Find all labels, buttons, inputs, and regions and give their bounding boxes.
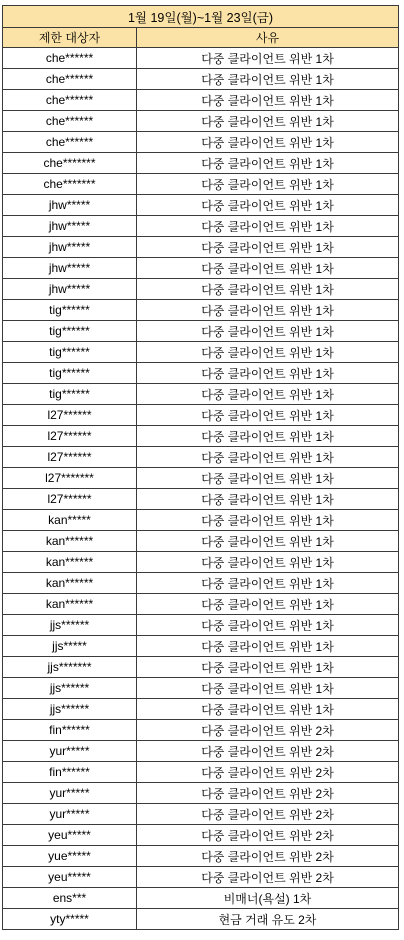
table-row — [3, 636, 399, 657]
reason-cell: 다중 클라이언트 위반 1차 — [137, 573, 399, 594]
column-header-target: 제한 대상자 — [3, 28, 137, 48]
restricted-user-cell: yeu***** — [3, 825, 137, 846]
table-row — [3, 720, 399, 741]
restricted-user-cell: yur***** — [3, 783, 137, 804]
reason-cell: 비매너(욕설) 1차 — [137, 888, 399, 909]
table-row — [3, 699, 399, 720]
restricted-user-cell: ens*** — [3, 888, 137, 909]
reason-cell: 다중 클라이언트 위반 1차 — [137, 258, 399, 279]
table-row — [3, 678, 399, 699]
restricted-user-cell: yty***** — [3, 909, 137, 930]
table-row — [3, 90, 399, 111]
reason-cell: 다중 클라이언트 위반 1차 — [137, 468, 399, 489]
table-row — [3, 615, 399, 636]
reason-cell: 다중 클라이언트 위반 1차 — [137, 342, 399, 363]
table-row — [3, 426, 399, 447]
restricted-user-cell: kan****** — [3, 531, 137, 552]
table-row — [3, 132, 399, 153]
restricted-user-cell: jjs******* — [3, 657, 137, 678]
table-row — [3, 237, 399, 258]
table-row — [3, 363, 399, 384]
restricted-user-cell: che****** — [3, 48, 137, 69]
reason-cell: 다중 클라이언트 위반 1차 — [137, 678, 399, 699]
restricted-user-cell: jhw***** — [3, 258, 137, 279]
table-row — [3, 657, 399, 678]
table-row — [3, 174, 399, 195]
restricted-user-cell: kan***** — [3, 510, 137, 531]
reason-cell: 다중 클라이언트 위반 1차 — [137, 90, 399, 111]
table-row — [3, 594, 399, 615]
table-row — [3, 783, 399, 804]
reason-cell: 다중 클라이언트 위반 1차 — [137, 48, 399, 69]
table-row — [3, 258, 399, 279]
restricted-user-cell: che****** — [3, 69, 137, 90]
reason-cell: 다중 클라이언트 위반 2차 — [137, 867, 399, 888]
restricted-user-cell: jjs****** — [3, 678, 137, 699]
table-row — [3, 321, 399, 342]
table-row — [3, 69, 399, 90]
table-row — [3, 804, 399, 825]
restricted-user-cell: jhw***** — [3, 195, 137, 216]
table-row — [3, 867, 399, 888]
reason-cell: 다중 클라이언트 위반 1차 — [137, 657, 399, 678]
reason-cell: 다중 클라이언트 위반 1차 — [137, 132, 399, 153]
table-row — [3, 909, 399, 930]
reason-cell: 다중 클라이언트 위반 1차 — [137, 489, 399, 510]
table-row — [3, 552, 399, 573]
restricted-user-cell: fin****** — [3, 762, 137, 783]
reason-cell: 다중 클라이언트 위반 1차 — [137, 300, 399, 321]
restricted-user-cell: jjs***** — [3, 636, 137, 657]
reason-cell: 다중 클라이언트 위반 1차 — [137, 363, 399, 384]
title-row — [3, 6, 399, 28]
table-row — [3, 510, 399, 531]
date-range-title: 1월 19일(월)~1월 23일(금) — [3, 6, 399, 28]
restricted-user-cell: tig****** — [3, 384, 137, 405]
reason-cell: 다중 클라이언트 위반 1차 — [137, 321, 399, 342]
table-row — [3, 489, 399, 510]
table-row — [3, 825, 399, 846]
table-row — [3, 531, 399, 552]
table-row — [3, 405, 399, 426]
reason-cell: 다중 클라이언트 위반 1차 — [137, 237, 399, 258]
restricted-user-cell: jhw***** — [3, 216, 137, 237]
reason-cell: 다중 클라이언트 위반 2차 — [137, 741, 399, 762]
restricted-user-cell: yur***** — [3, 741, 137, 762]
restricted-user-cell: che******* — [3, 153, 137, 174]
table-row — [3, 762, 399, 783]
restricted-user-cell: jjs****** — [3, 699, 137, 720]
reason-cell: 다중 클라이언트 위반 1차 — [137, 384, 399, 405]
reason-cell: 다중 클라이언트 위반 1차 — [137, 216, 399, 237]
table-row — [3, 195, 399, 216]
restricted-user-cell: l27****** — [3, 426, 137, 447]
table-body — [3, 48, 399, 930]
restricted-user-cell: yue***** — [3, 846, 137, 867]
table-row — [3, 741, 399, 762]
reason-cell: 다중 클라이언트 위반 2차 — [137, 846, 399, 867]
restricted-user-cell: che****** — [3, 90, 137, 111]
restricted-user-cell: che****** — [3, 132, 137, 153]
restricted-user-cell: yur***** — [3, 804, 137, 825]
reason-cell: 다중 클라이언트 위반 2차 — [137, 762, 399, 783]
table-row — [3, 468, 399, 489]
restricted-user-cell: tig****** — [3, 321, 137, 342]
reason-cell: 현금 거래 유도 2차 — [137, 909, 399, 930]
reason-cell: 다중 클라이언트 위반 2차 — [137, 825, 399, 846]
restriction-table — [2, 5, 399, 930]
reason-cell: 다중 클라이언트 위반 1차 — [137, 594, 399, 615]
table-row — [3, 384, 399, 405]
table-row — [3, 216, 399, 237]
restricted-user-cell: l27****** — [3, 489, 137, 510]
restricted-user-cell: yeu***** — [3, 867, 137, 888]
column-header-row — [3, 28, 399, 48]
table-row — [3, 300, 399, 321]
restricted-user-cell: kan****** — [3, 573, 137, 594]
reason-cell: 다중 클라이언트 위반 1차 — [137, 111, 399, 132]
reason-cell: 다중 클라이언트 위반 1차 — [137, 279, 399, 300]
restricted-user-cell: tig****** — [3, 300, 137, 321]
reason-cell: 다중 클라이언트 위반 2차 — [137, 720, 399, 741]
reason-cell: 다중 클라이언트 위반 2차 — [137, 783, 399, 804]
reason-cell: 다중 클라이언트 위반 1차 — [137, 615, 399, 636]
reason-cell: 다중 클라이언트 위반 1차 — [137, 636, 399, 657]
reason-cell: 다중 클라이언트 위반 1차 — [137, 531, 399, 552]
reason-cell: 다중 클라이언트 위반 1차 — [137, 426, 399, 447]
restricted-user-cell: l27****** — [3, 405, 137, 426]
restricted-user-cell: tig****** — [3, 363, 137, 384]
restricted-user-cell: tig****** — [3, 342, 137, 363]
restricted-user-cell: kan****** — [3, 552, 137, 573]
table-row — [3, 888, 399, 909]
restricted-user-cell: jhw***** — [3, 237, 137, 258]
reason-cell: 다중 클라이언트 위반 1차 — [137, 405, 399, 426]
table-row — [3, 153, 399, 174]
reason-cell: 다중 클라이언트 위반 1차 — [137, 153, 399, 174]
reason-cell: 다중 클라이언트 위반 1차 — [137, 699, 399, 720]
table-row — [3, 447, 399, 468]
restricted-user-cell: l27******* — [3, 468, 137, 489]
table-row — [3, 573, 399, 594]
restricted-user-cell: kan****** — [3, 594, 137, 615]
restricted-user-cell: l27****** — [3, 447, 137, 468]
table-row — [3, 342, 399, 363]
column-header-reason: 사유 — [137, 28, 399, 48]
reason-cell: 다중 클라이언트 위반 1차 — [137, 447, 399, 468]
reason-cell: 다중 클라이언트 위반 1차 — [137, 552, 399, 573]
restricted-user-cell: jhw***** — [3, 279, 137, 300]
reason-cell: 다중 클라이언트 위반 1차 — [137, 69, 399, 90]
reason-cell: 다중 클라이언트 위반 1차 — [137, 174, 399, 195]
restricted-user-cell: jjs****** — [3, 615, 137, 636]
reason-cell: 다중 클라이언트 위반 2차 — [137, 804, 399, 825]
restricted-user-cell: fin****** — [3, 720, 137, 741]
restricted-user-cell: che****** — [3, 111, 137, 132]
reason-cell: 다중 클라이언트 위반 1차 — [137, 510, 399, 531]
table-header — [3, 6, 399, 48]
restricted-user-cell: che******* — [3, 174, 137, 195]
table-row — [3, 846, 399, 867]
table-row — [3, 111, 399, 132]
table-row — [3, 279, 399, 300]
table-row — [3, 48, 399, 69]
reason-cell: 다중 클라이언트 위반 1차 — [137, 195, 399, 216]
